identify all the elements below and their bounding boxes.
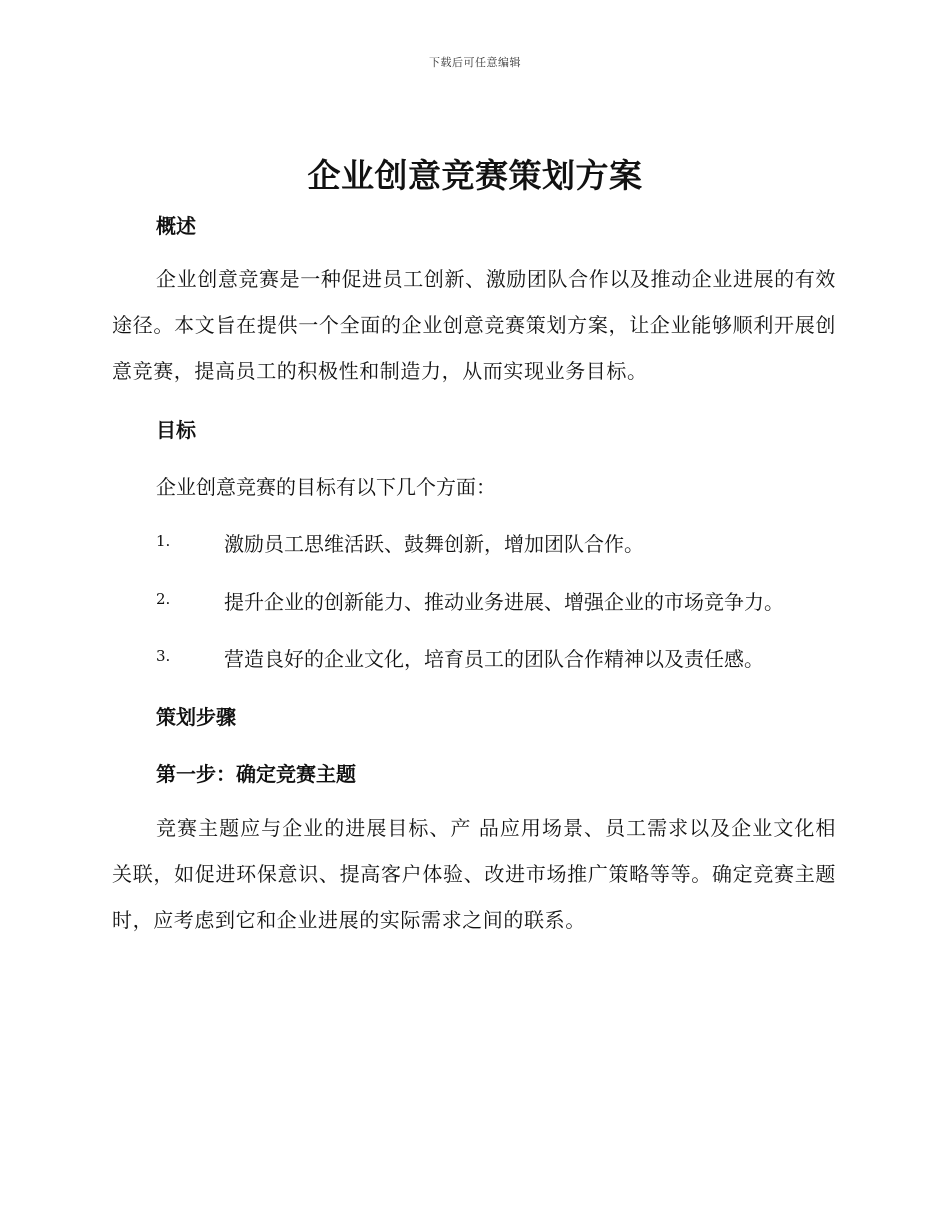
document-title: 企业创意竞赛策划方案 [307, 156, 643, 195]
list-item-number: 1. [156, 532, 171, 550]
list-item-text: 营造良好的企业文化，培育员工的团队合作精神以及责任感。 [224, 647, 764, 671]
list-item-number: 2. [156, 590, 171, 608]
overview-paragraph: 企业创意竞赛是一种促进员工创新、激励团队合作以及推动企业进展的有效途径。本文旨在提供一个全面的企业创意竞赛策划方案，让企业能够顺利开展创意竞赛，提高员工的积极性和制造力，从而实现业务目标。 [112, 267, 836, 383]
step1-heading: 第一步：确定竞赛主题 [156, 762, 356, 786]
header-note: 下载后可任意编辑 [429, 56, 521, 69]
section-heading-goals: 目标 [156, 418, 196, 442]
list-item-number: 3. [156, 647, 171, 665]
goals-intro: 企业创意竞赛的目标有以下几个方面： [156, 475, 496, 499]
step1-paragraph: 竞赛主题应与企业的进展目标、产 品应用场景、员工需求以及企业文化相关联，如促进环保意识、提高客户体验、改进市场推广策略等等。确定竞赛主题时，应考虑到它和企业进展的实际需求之间的联系。 [112, 816, 836, 932]
list-item-text: 激励员工思维活跃、鼓舞创新，增加团队合作。 [224, 532, 644, 556]
section-heading-planning: 策划步骤 [156, 705, 236, 729]
section-heading-overview: 概述 [156, 214, 196, 238]
list-item-text: 提升企业的创新能力、推动业务进展、增强企业的市场竞争力。 [224, 590, 784, 614]
